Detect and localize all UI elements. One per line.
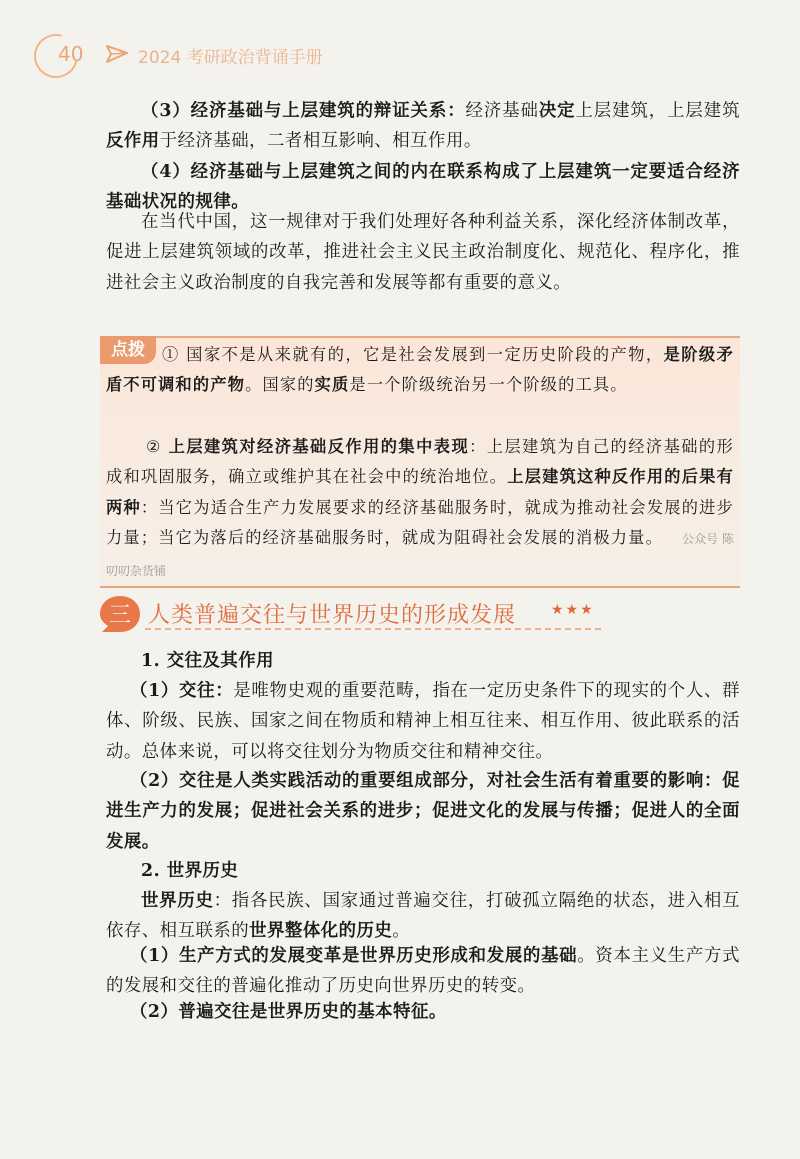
paper-plane-icon bbox=[106, 44, 128, 64]
section-underline bbox=[145, 628, 601, 630]
para-label: （3）经济基础与上层建筑的辩证关系： bbox=[141, 101, 466, 121]
section-number-badge bbox=[98, 594, 142, 634]
tip-border-top bbox=[100, 336, 740, 338]
watermark: 公众号 陈叨叨杂货铺 bbox=[106, 532, 734, 578]
section-number: 三 bbox=[108, 603, 132, 628]
page-number: 40 bbox=[58, 42, 84, 66]
subsection-heading-1: 1. 交往及其作用 bbox=[141, 651, 275, 671]
para-world-history-definition: 世界历史：指各民族、国家通过普遍交往，打破孤立隔绝的状态，进入相互依存、相互联系的世界整体化的历史。 bbox=[106, 891, 740, 942]
section-importance-stars: ★★★ bbox=[551, 602, 595, 618]
section-title: 人类普遍交往与世界历史的形成发展 bbox=[148, 603, 517, 628]
para-internal-link: （4）经济基础与上层建筑之间的内在联系构成了上层建筑一定要适合经济基础状况的规律。 bbox=[106, 162, 740, 213]
para-interaction-role: （2）交往是人类实践活动的重要组成部分，对社会生活有着重要的影响：促进生产力的发展；促进社会关系的进步；促进文化的发展与传播；促进人的全面发展。 bbox=[106, 771, 740, 852]
para-contemporary-china: 在当代中国，这一规律对于我们处理好各种利益关系，深化经济体制改革，促进上层建筑领域的改革，推进社会主义民主政治制度化、规范化、程序化，推进社会主义政治制度的自我完善和发展等都有重要的意义。 bbox=[106, 212, 740, 293]
book-title: 2024 考研政治背诵手册 bbox=[138, 48, 323, 68]
tip-border-bottom bbox=[100, 586, 740, 588]
para-world-history-basis: （1）生产方式的发展变革是世界历史形成和发展的基础。资本主义生产方式的发展和交往的普遍化推动了历史向世界历史的转变。 bbox=[106, 946, 740, 997]
tip-point-1: ① 国家不是从来就有的，它是社会发展到一定历史阶段的产物，是阶级矛盾不可调和的产物。国家的实质是一个阶级统治另一个阶级的工具。 bbox=[106, 345, 734, 395]
tip-point-2: ② 上层建筑对经济基础反作用的集中表现：上层建筑为自己的经济基础的形成和巩固服务，确立或维护其在社会中的统治地位。上层建筑这种反作用的后果有两种：当它为适合生产力发展要求的经济基础服务时，就成为推动社会发展的进步力量；当它为落后的经济基础服务时，就成为阻碍社会发展的消极力量。 公众号 陈叨叨杂货铺 bbox=[106, 437, 734, 578]
para-interaction-definition: （1）交往：是唯物史观的重要范畴，指在一定历史条件下的现实的个人、群体、阶级、民族、国家之间在物质和精神上相互往来、相互作用、彼此联系的活动。总体来说，可以将交往划分为物质交往和精神交往。 bbox=[106, 681, 740, 762]
subsection-heading-2: 2. 世界历史 bbox=[141, 861, 239, 881]
para-dialectical-relation: （3）经济基础与上层建筑的辩证关系：经济基础决定上层建筑，上层建筑反作用于经济基础，二者相互影响、相互作用。 bbox=[106, 101, 740, 152]
para-world-history-feature: （2）普遍交往是世界历史的基本特征。 bbox=[130, 1002, 447, 1022]
tip-badge: 点拨 bbox=[100, 336, 156, 364]
